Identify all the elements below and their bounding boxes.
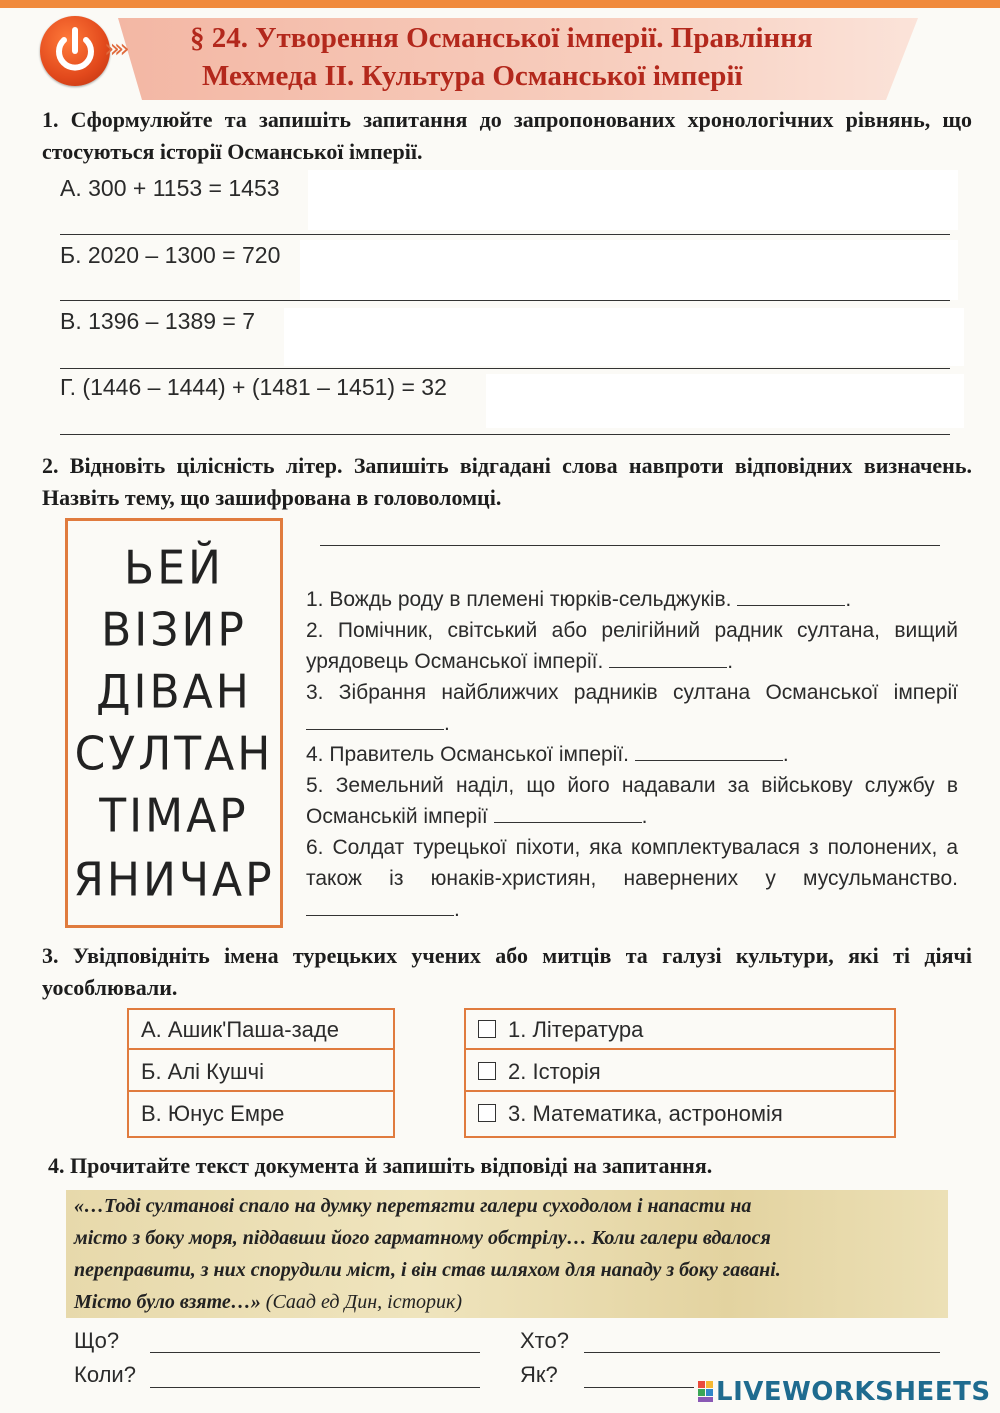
fields-table	[464, 1008, 896, 1138]
answer-blank[interactable]	[494, 804, 642, 823]
answer-blank[interactable]	[737, 587, 845, 606]
field-row	[466, 1094, 894, 1134]
answer-line-when[interactable]	[150, 1387, 480, 1388]
task1-instruction: 1. Сформулюйте та запишіть запитання до запропонованих хронологічних рівнянь, що стосуються історії Османської імперії.	[42, 107, 972, 164]
answer-field-g[interactable]	[486, 374, 964, 428]
cipher-word: ТІМАР	[99, 789, 249, 844]
definitions-list	[306, 584, 958, 925]
quote-source: (Саад ед Дин, історик)	[265, 1291, 463, 1313]
power-logo-icon	[40, 16, 110, 86]
cipher-word: ЯНИЧАР	[73, 853, 275, 908]
answer-blank[interactable]	[609, 649, 727, 668]
answer-line-a	[60, 234, 950, 235]
answer-line-how[interactable]	[584, 1387, 694, 1388]
cipher-word: ВІЗИР	[101, 603, 247, 658]
field-row	[466, 1052, 894, 1092]
name-cell: В. Юнус Емре	[141, 1101, 285, 1126]
definition-item: 3. Зібрання найближчих радників султана Османської імперії .	[306, 681, 958, 735]
field-label: 2. Історія	[508, 1059, 601, 1084]
name-cell: А. Ашик'Паша-заде	[129, 1010, 393, 1050]
answer-line-g	[60, 434, 950, 435]
match-checkbox[interactable]	[478, 1062, 496, 1080]
equation-a: А. 300 + 1153 = 1453	[60, 175, 280, 201]
answer-field-v[interactable]	[284, 308, 964, 366]
field-row	[466, 1010, 894, 1050]
question-how: Як?	[520, 1362, 558, 1387]
answer-field-b[interactable]	[300, 240, 958, 300]
answer-line-what[interactable]	[150, 1352, 480, 1353]
topic-answer-line[interactable]	[320, 545, 940, 546]
task4-instruction: 4. Прочитайте текст документа й запишіть відповіді на запитання.	[48, 1153, 713, 1178]
watermark-text: LIVEWORKSHEETS	[716, 1377, 991, 1407]
cipher-puzzle-box	[65, 518, 283, 928]
answer-blank[interactable]	[635, 742, 783, 761]
question-when: Коли?	[74, 1362, 136, 1387]
liveworksheets-logo-icon	[698, 1381, 714, 1403]
definition-item: 1. Вождь роду в племені тюрків-сельджуків. .	[306, 588, 852, 611]
match-checkbox[interactable]	[478, 1020, 496, 1038]
match-checkbox[interactable]	[478, 1104, 496, 1122]
answer-blank[interactable]	[306, 711, 444, 730]
answer-line-b	[60, 300, 950, 301]
answer-field-a[interactable]	[308, 170, 958, 230]
question-who: Хто?	[520, 1328, 569, 1353]
answer-line-who[interactable]	[584, 1352, 940, 1353]
definition-item: 2. Помічник, світський або релігійний радник султана, вищий урядовець Османської імперії. .	[306, 619, 958, 673]
name-cell: Б. Алі Кушчі	[129, 1052, 393, 1092]
equation-g: Г. (1446 – 1444) + (1481 – 1451) = 32	[60, 374, 447, 400]
cipher-word: СУЛТАН	[74, 727, 274, 782]
chevrons-icon: »»	[104, 34, 124, 64]
cipher-word: ЬЕЙ	[124, 541, 224, 596]
field-label: 3. Математика, астрономія	[508, 1101, 783, 1126]
cipher-word: ДІВАН	[96, 665, 252, 720]
equation-v: В. 1396 – 1389 = 7	[60, 308, 256, 334]
answer-blank[interactable]	[306, 897, 454, 916]
definition-item: 5. Земельний наділ, що його надавали за військову службу в Османській імперії .	[306, 774, 958, 828]
page-title-line1: § 24. Утворення Османської імперії. Правління	[190, 22, 813, 54]
page-title-line2: Мехмеда II. Культура Османської імперії	[202, 60, 743, 92]
equation-b: Б. 2020 – 1300 = 720	[60, 242, 281, 268]
task2-instruction: 2. Відновіть цілісність літер. Запишіть відгадані слова навпроти відповідних визначень. Назвіть тему, що зашифрована в головоломці.	[42, 453, 972, 510]
question-what: Що?	[74, 1328, 120, 1353]
document-quote: «…Тоді султанові спало на думку перетягти галери суходолом і напасти на місто з боку моря, піддавши його гарматному обстрілу… Коли галери вдалося переправити, з них спорудили міст, і він став шляхом для нападу з боку гавані. Місто було взяте…» (Саад ед Дин, історик)	[74, 1195, 781, 1313]
top-accent-strip	[0, 0, 1000, 8]
definition-item: 4. Правитель Османської імперії. .	[306, 743, 789, 766]
field-label: 1. Література	[508, 1017, 644, 1042]
definition-item: 6. Солдат турецької піхоти, яка комплектувалася з полонених, а також із юнаків-християн, навернених у мусульманство. .	[306, 836, 958, 921]
names-table	[127, 1008, 395, 1138]
answer-line-v	[60, 368, 950, 369]
task3-instruction: 3. Увідповідніть імена турецьких учених або митців та галузі культури, які ті діячі уособлювали.	[42, 943, 972, 1000]
